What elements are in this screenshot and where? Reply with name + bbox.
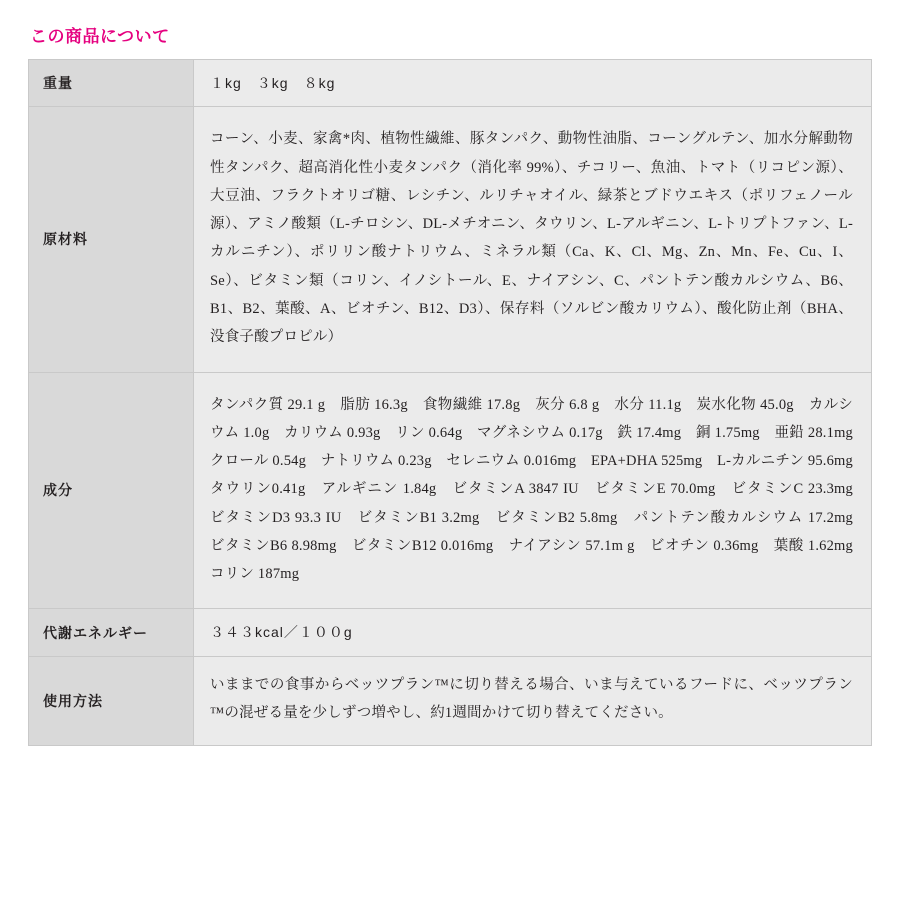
page-title: この商品について [30, 27, 170, 46]
row-value-composition: タンパク質 29.1 g 脂肪 16.3g 食物繊維 17.8g 灰分 6.8 g 水分 11.1g 炭水化物 45.0g カルシウム 1.0g カリウム 0.93g リン 0.64g マグネシウム 0.17g 鉄 17.4mg 銅 1.75mg 亜鉛 28.1mg クロール 0.54g ナトリウム 0.23g セレニウム 0.016mg EPA+DHA 525mg L-カルニチン 95.6mg タウリン0.41g アルギニン 1.84g ビタミンA 3847 IU ビタミンE 70.0mg ビタミンC 23.3mg ビタミンD3 93.3 IU ビタミンB1 3.2mg ビタミンB2 5.8mg パントテン酸カルシウム 17.2mg ビタミンB6 8.98mg ビタミンB12 0.016mg ナイアシン 57.1m g ビオチン 0.36mg 葉酸 1.62mg コリン 187mg [194, 372, 872, 609]
row-value-usage: いままでの食事からベッツプラン™に切り替える場合、いま与えているフードに、ベッツプラン™の混ぜる量を少しずつ増やし、約1週間かけて切り替えてください。 [194, 656, 872, 746]
row-label-weight: 重量 [29, 60, 194, 107]
row-value-ingredients: コーン、小麦、家禽*肉、植物性繊維、豚タンパク、動物性油脂、コーングルテン、加水分解動物性タンパク、超高消化性小麦タンパク（消化率 99%）、チコリー、魚油、トマト（リコピン源）、大豆油、フラクトオリゴ糖、レシチン、ルリチャオイル、緑茶とブドウエキス（ポリフェノール源）、アミノ酸類（L-チロシン、DL-メチオニン、タウリン、L-アルギニン、L-トリプトファン、L-カルニチン）、ポリリン酸ナトリウム、ミネラル類（Ca、K、Cl、Mg、Zn、Mn、Fe、Cu、I、Se）、ビタミン類（コリン、イノシトール、E、ナイアシン、C、パントテン酸カルシウム、B6、B1、B2、葉酸、A、ビオチン、B12、D3）、保存料（ソルビン酸カリウム）、酸化防止剤（BHA、没食子酸プロピル） [194, 107, 872, 372]
table-row [29, 60, 872, 107]
row-value-weight: １kg ３kg ８kg [194, 60, 872, 107]
table-row [29, 372, 872, 609]
table-row [29, 656, 872, 746]
row-label-ingredients: 原材料 [29, 107, 194, 372]
table-row [29, 107, 872, 372]
row-label-composition: 成分 [29, 372, 194, 609]
row-value-energy: ３４３kcal／１００g [194, 609, 872, 656]
product-spec-table [28, 59, 872, 746]
row-label-energy: 代謝エネルギー [29, 609, 194, 656]
row-label-usage: 使用方法 [29, 656, 194, 746]
table-row [29, 609, 872, 656]
